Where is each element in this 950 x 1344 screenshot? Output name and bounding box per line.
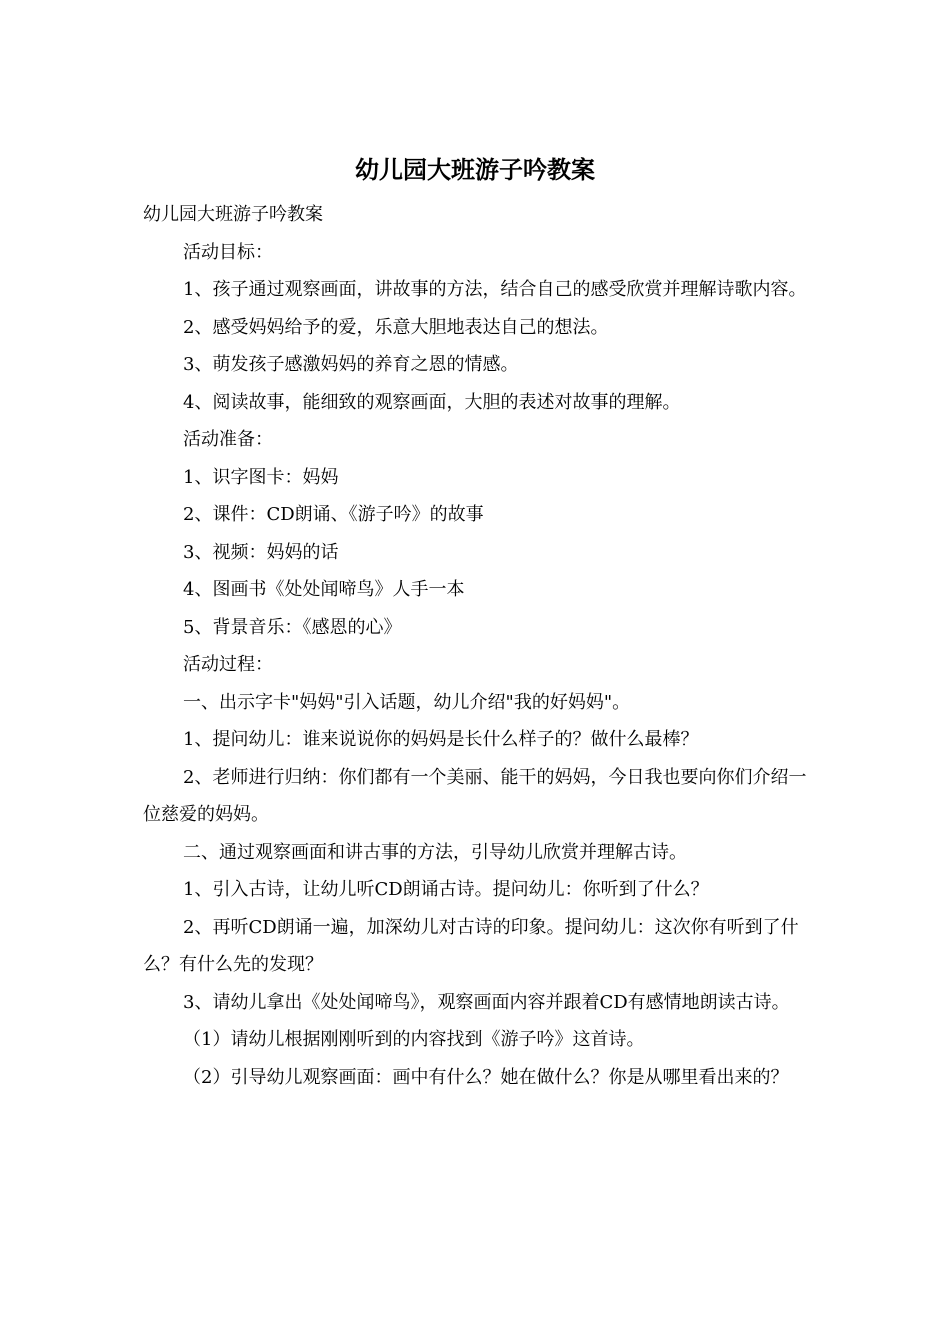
paragraph: 二、通过观察画面和讲古事的方法，引导幼儿欣赏并理解古诗。 — [183, 841, 687, 863]
paragraph: 活动目标： — [183, 241, 273, 263]
paragraph: 3、视频：妈妈的话 — [183, 541, 339, 563]
paragraph: 活动过程： — [183, 654, 273, 675]
paragraph: 活动准备： — [183, 429, 273, 450]
paragraph: （2）引导幼儿观察画面：画中有什么？她在做什么？你是从哪里看出来的？ — [183, 1066, 789, 1088]
paragraph: 4、阅读故事，能细致的观察画面，大胆的表述对故事的理解。 — [183, 391, 681, 413]
paragraph: 2、再听CD朗诵一遍，加深幼儿对古诗的印象。提问幼儿：这次你有听到了什么？有什么先的发现？ — [143, 916, 799, 975]
paragraph: 1、引入古诗，让幼儿听CD朗诵古诗。提问幼儿：你听到了什么？ — [183, 879, 709, 900]
paragraph: 3、萌发孩子感激妈妈的养育之恩的情感。 — [183, 354, 519, 375]
document-subtitle: 幼儿园大班游子吟教案 — [143, 204, 323, 225]
paragraph: （1）请幼儿根据刚刚听到的内容找到《游子吟》这首诗。 — [183, 1029, 645, 1050]
document-body — [143, 196, 808, 1096]
document-title: 幼儿园大班游子吟教案 — [355, 155, 595, 184]
paragraph: 2、感受妈妈给予的爱，乐意大胆地表达自己的想法。 — [183, 316, 609, 338]
paragraph: 1、提问幼儿：谁来说说你的妈妈是长什么样子的？做什么最棒？ — [183, 729, 699, 750]
paragraph: 2、课件：CD朗诵、《游子吟》的故事 — [183, 504, 484, 525]
paragraph: 3、请幼儿拿出《处处闻啼鸟》，观察画面内容并跟着CD有感情地朗读古诗。 — [183, 991, 790, 1013]
paragraph: 4、图画书《处处闻啼鸟》人手一本 — [183, 579, 465, 600]
paragraph: 一、出示字卡"妈妈"引入话题，幼儿介绍"我的好妈妈"。 — [183, 691, 631, 713]
paragraph: 1、孩子通过观察画面，讲故事的方法，结合自己的感受欣赏并理解诗歌内容。 — [183, 279, 807, 300]
paragraph: 1、识字图卡：妈妈 — [183, 466, 339, 488]
paragraph: 5、背景音乐：《感恩的心》 — [183, 616, 402, 638]
paragraph: 2、老师进行归纳：你们都有一个美丽、能干的妈妈，今日我也要向你们介绍一位慈爱的妈妈。 — [143, 766, 807, 825]
